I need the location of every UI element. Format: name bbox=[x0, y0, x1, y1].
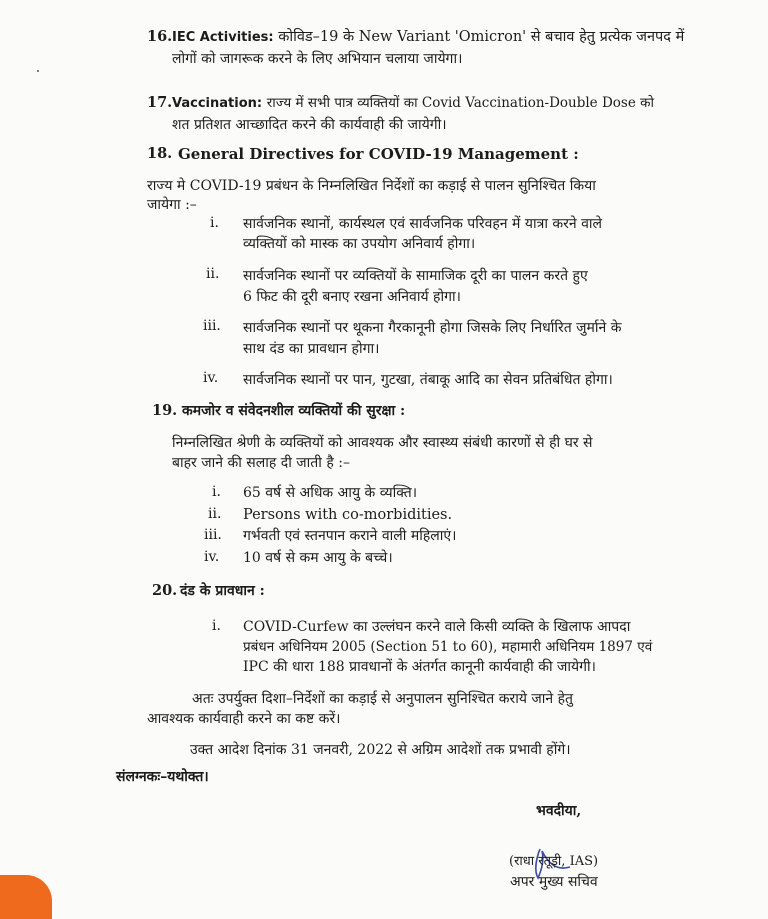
item-18-heading: General Directives for COVID-19 Management : bbox=[178, 145, 579, 163]
item-19-intro-line2: बाहर जाने की सलाह दी जाती है :– bbox=[172, 455, 350, 471]
item-18-sub-ii-number: ii. bbox=[206, 266, 220, 282]
item-18-sub-iv-number: iv. bbox=[203, 370, 219, 386]
signatory-title: अपर मुख्य सचिव bbox=[510, 874, 598, 890]
item-17-label: Vaccination: bbox=[172, 96, 263, 111]
item-18-sub-iii-line1: सार्वजनिक स्थानों पर थूकना गैरकानूनी होगा जिसके लिए निर्धारित जुर्माने के bbox=[243, 320, 622, 336]
speck bbox=[37, 70, 39, 72]
item-20-sub-i-line3: IPC की धारा 188 प्रावधानों के अंतर्गत कानूनी कार्यवाही की जायेगी। bbox=[243, 659, 596, 675]
item-18-intro-line2: जायेगा :– bbox=[147, 197, 197, 213]
item-20-sub-i-line2: प्रबंधन अधिनियम 2005 (Section 51 to 60), महामारी अधिनियम 1897 एवं bbox=[243, 639, 653, 655]
item-18-intro-line1: राज्य मे COVID-19 प्रबंधन के निम्नलिखित निर्देशों का कड़ाई से पालन सुनिश्चित किया bbox=[147, 178, 596, 194]
item-19-sub-iv-text: 10 वर्ष से कम आयु के बच्चे। bbox=[243, 550, 393, 566]
item-18-sub-ii-line1: सार्वजनिक स्थानों पर व्यक्तियों के सामाजिक दूरी का पालन करते हुए bbox=[243, 268, 588, 284]
enclosure-note: संलग्नकः–यथोक्त। bbox=[116, 769, 209, 785]
item-19-intro-line1: निम्नलिखित श्रेणी के व्यक्तियों को आवश्यक और स्वास्थ्य संबंधी कारणों से ही घर से bbox=[172, 435, 593, 451]
item-18-sub-ii-line2: 6 फिट की दूरी बनाए रखना अनिवार्य होगा। bbox=[243, 289, 461, 305]
item-19-sub-iv-number: iv. bbox=[204, 549, 220, 565]
item-19-sub-ii-text: Persons with co-morbidities. bbox=[243, 507, 453, 523]
item-19-sub-i-number: i. bbox=[212, 484, 221, 500]
item-17-text-line1: राज्य में सभी पात्र व्यक्तियों का Covid Vaccination-Double Dose को bbox=[266, 95, 654, 111]
item-16-label: IEC Activities: bbox=[172, 30, 274, 45]
item-18-sub-iii-line2: साथ दंड का प्रावधान होगा। bbox=[243, 341, 380, 357]
item-16-text-line2: लोगों को जागरूक करने के लिए अभियान चलाया जायेगा। bbox=[172, 51, 463, 67]
item-19-sub-i-text: 65 वर्ष से अधिक आयु के व्यक्ति। bbox=[243, 485, 418, 501]
item-18-sub-iv-line1: सार्वजनिक स्थानों पर पान, गुटखा, तंबाकू आदि का सेवन प्रतिबंधित होगा। bbox=[243, 372, 613, 388]
item-17-text-line2: शत प्रतिशत आच्छादित करने की कार्यवाही की जायेगी। bbox=[172, 117, 447, 133]
item-20-number: 20. bbox=[152, 582, 178, 599]
item-20-sub-i-line1: COVID-Curfew का उल्लंघन करने वाले किसी व्यक्ति के खिलाफ आपदा bbox=[243, 619, 631, 635]
orange-corner-tab bbox=[0, 875, 52, 919]
item-19-sub-iii-number: iii. bbox=[204, 527, 222, 543]
item-20-heading: दंड के प्रावधान : bbox=[180, 583, 265, 599]
item-18-sub-iii-number: iii. bbox=[203, 318, 221, 334]
item-16 bbox=[172, 27, 692, 48]
item-18-sub-i-number: i. bbox=[210, 215, 219, 231]
signature-greeting: भवदीया, bbox=[536, 803, 582, 819]
item-19-heading: कमजोर व संवेदनशील व्यक्तियों की सुरक्षा : bbox=[182, 403, 406, 419]
item-17 bbox=[172, 93, 692, 114]
item-18-sub-i-line1: सार्वजनिक स्थानों, कार्यस्थल एवं सार्वजनिक परिवहन में यात्रा करने वाले bbox=[243, 216, 602, 232]
item-20-sub-i-number: i. bbox=[212, 618, 221, 634]
item-19-sub-iii-text: गर्भवती एवं स्तनपान कराने वाली महिलाएं। bbox=[243, 528, 457, 544]
item-18-number: 18. bbox=[147, 145, 173, 162]
item-19-sub-ii-number: ii. bbox=[208, 506, 222, 522]
closing-line2: आवश्यक कार्यवाही करने का कष्ट करें। bbox=[147, 711, 341, 727]
item-16-text-line1: कोविड–19 के New Variant 'Omicron' से बचाव हेतु प्रत्येक जनपद में bbox=[278, 29, 685, 45]
closing-line3: उक्त आदेश दिनांक 31 जनवरी, 2022 से अग्रिम आदेशों तक प्रभावी होंगे। bbox=[190, 742, 571, 758]
item-17-number: 17. bbox=[147, 94, 173, 111]
item-19-number: 19. bbox=[152, 402, 178, 419]
signatory-name: (राधा रतूड़ी, IAS) bbox=[509, 854, 599, 869]
closing-line1: अतः उपर्युक्त दिशा–निर्देशों का कड़ाई से अनुपालन सुनिश्चित कराये जाने हेतु bbox=[192, 691, 574, 707]
item-16-number: 16. bbox=[147, 28, 173, 45]
item-18-sub-i-line2: व्यक्तियों को मास्क का उपयोग अनिवार्य होगा। bbox=[243, 236, 476, 252]
